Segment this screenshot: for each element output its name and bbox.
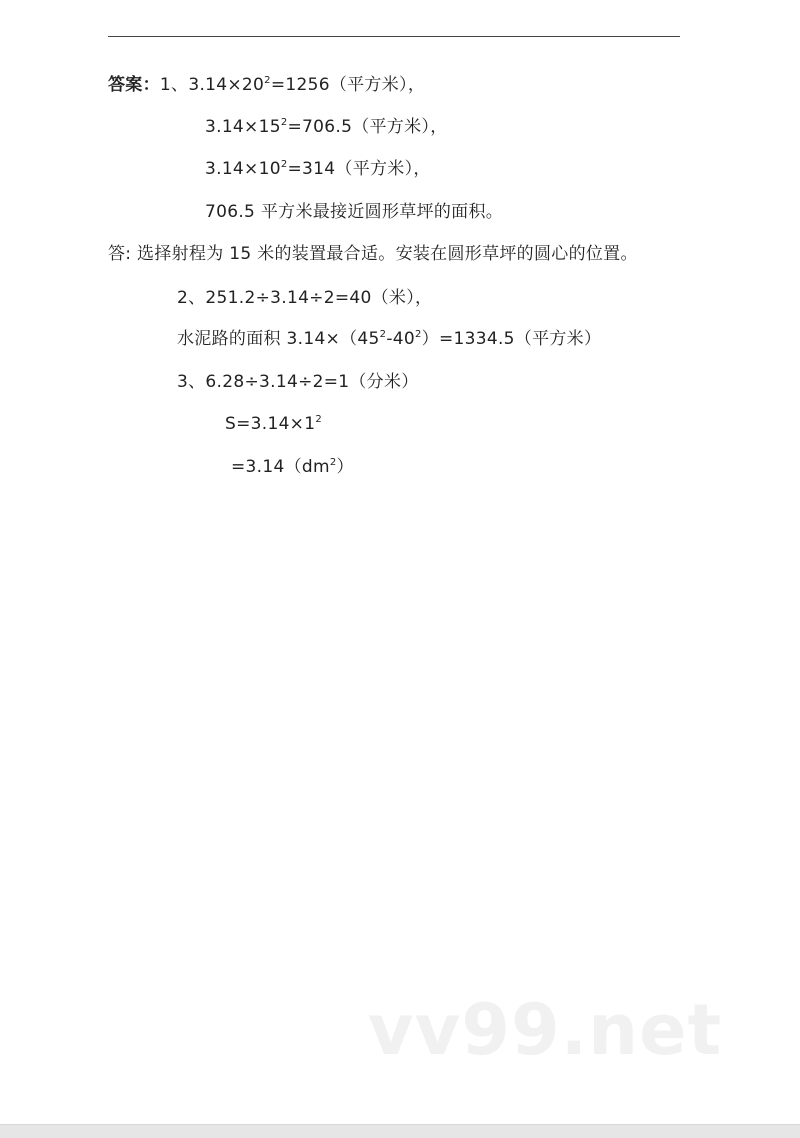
answer-q3-line2 bbox=[225, 413, 322, 435]
q1-step3-prefix: 3.14×10 bbox=[205, 159, 281, 179]
q1-step2-prefix: 3.14×15 bbox=[205, 117, 281, 137]
answer-q2-line2 bbox=[177, 328, 601, 350]
answer-q1-line1 bbox=[108, 74, 425, 96]
watermark-text: vv99.net bbox=[368, 989, 723, 1071]
q2-step2-exponent-2: 2 bbox=[414, 329, 422, 340]
q1-step3-suffix: =314（平方米）， bbox=[287, 159, 431, 179]
q1-step1-exponent: 2 bbox=[264, 75, 271, 86]
q3-step3-prefix: =3.14（dm bbox=[231, 457, 330, 477]
q1-step2-suffix: =706.5（平方米）， bbox=[287, 117, 448, 137]
q2-step2-exponent-1: 2 bbox=[379, 329, 387, 340]
q1-step3-exponent: 2 bbox=[280, 159, 288, 170]
answer-q3-line3 bbox=[231, 456, 354, 478]
q2-step2-mid: -40 bbox=[386, 329, 415, 349]
answer-q1-final: 答: 选择射程为 15 米的装置最合适。安装在圆形草坪的圆心的位置。 bbox=[108, 244, 638, 264]
header-rule bbox=[108, 36, 680, 37]
q1-step1-prefix: 1、3.14×20 bbox=[159, 75, 265, 95]
answer-q1-line2 bbox=[205, 116, 448, 138]
answer-q1-conclusion: 706.5 平方米最接近圆形草坪的面积。 bbox=[205, 202, 504, 222]
answer-q1-line3 bbox=[205, 158, 431, 180]
q3-step3-suffix: ） bbox=[336, 457, 354, 477]
viewer-bottom-strip bbox=[0, 1124, 800, 1138]
q3-step2-prefix: S=3.14×1 bbox=[225, 414, 316, 434]
answer-q3-line1: 3、6.28÷3.14÷2=1（分米） bbox=[177, 372, 419, 392]
q2-step2-suffix: ）=1334.5（平方米） bbox=[421, 329, 602, 349]
answer-q2-line1: 2、251.2÷3.14÷2=40（米）， bbox=[177, 288, 433, 308]
q3-step2-exponent: 2 bbox=[315, 414, 323, 425]
answer-label: 答案： bbox=[108, 75, 160, 95]
q1-step2-exponent: 2 bbox=[280, 117, 288, 128]
q2-step2-prefix: 水泥路的面积 3.14×（45 bbox=[177, 329, 380, 349]
q1-step1-suffix: =1256（平方米）， bbox=[270, 75, 426, 95]
q3-step3-exponent: 2 bbox=[329, 457, 337, 468]
